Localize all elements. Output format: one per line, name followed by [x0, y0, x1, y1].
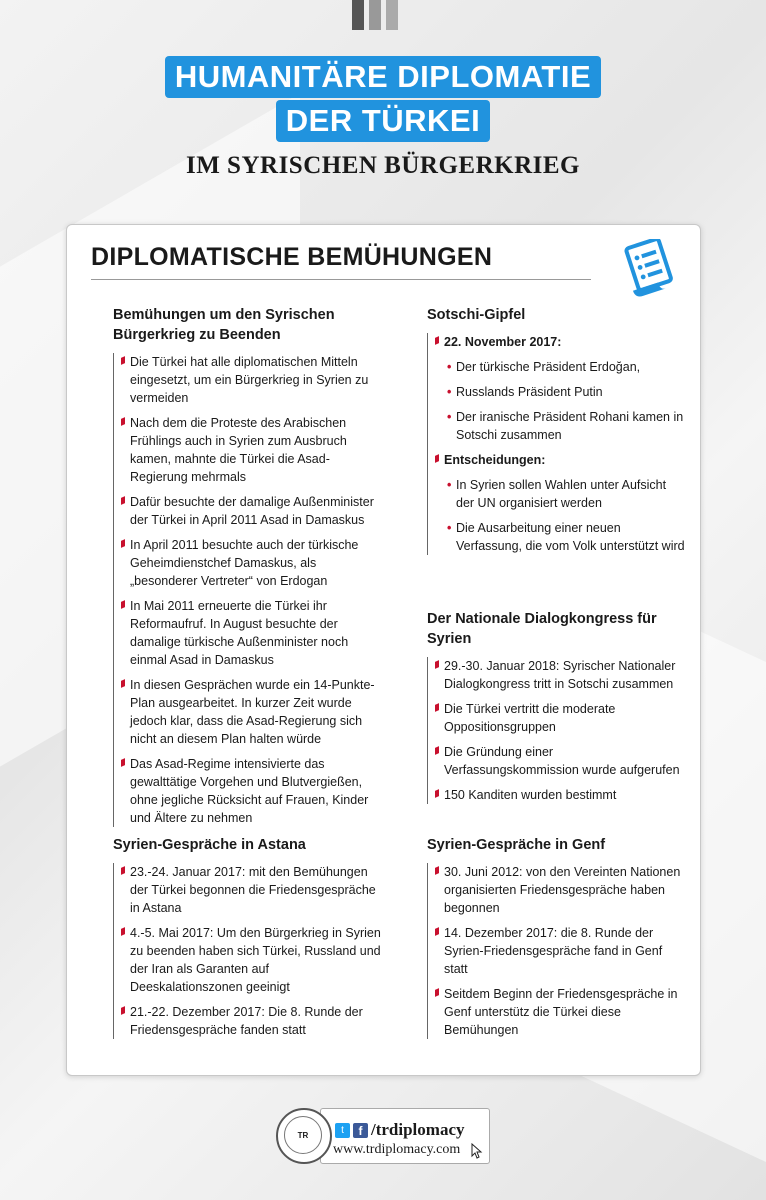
decisions-label: Entscheidungen:	[436, 451, 687, 469]
list-subitem: • Russlands Präsident Putin	[436, 383, 687, 401]
section-title: Sotschi-Gipfel	[427, 307, 526, 323]
header	[0, 56, 766, 180]
list-item: 4.-5. Mai 2017: Um den Bürgerkrieg in Syrien zu beenden haben sich Türkei, Russland und der Iran als Garanten auf Deeskalationszonen geeinigt	[122, 924, 383, 996]
section-list	[113, 353, 383, 827]
list-item: 23.-24. Januar 2017: mit den Bemühungen der Türkei begonnen die Friedensgespräche in Astana	[122, 863, 383, 917]
social-box	[320, 1108, 490, 1164]
section-dialogkongress	[427, 609, 687, 811]
twitter-icon[interactable]: t	[335, 1123, 350, 1138]
section-list	[427, 657, 687, 804]
page-title-line-2: DER TÜRKEI	[276, 100, 490, 142]
list-item: Die Türkei hat alle diplomatischen Mitteln eingesetzt, um ein Bürgerkrieg in Syrien zu vermeiden	[122, 353, 383, 407]
list-item: 29.-30. Januar 2018: Syrischer Nationaler Dialogkongress tritt in Sotschi zusammen	[436, 657, 687, 693]
content-card	[66, 224, 701, 1076]
title-divider	[91, 279, 591, 280]
list-item: 21.-22. Dezember 2017: Die 8. Runde der Friedensgespräche fanden statt	[122, 1003, 383, 1039]
ministry-seal-icon	[276, 1108, 332, 1164]
list-item: 30. Juni 2012: von den Vereinten Nationen organisierten Friedensgespräche haben begonnen	[436, 863, 687, 917]
page-subtitle: IM SYRISCHEN BÜRGERKRIEG	[185, 152, 580, 179]
seal-text: TR	[284, 1116, 322, 1154]
section-genf	[427, 835, 687, 1046]
list-subitem: • Der türkische Präsident Erdoğan,	[436, 358, 687, 376]
list-item: 150 Kanditen wurden bestimmt	[436, 786, 687, 804]
list-item: Nach dem die Proteste des Arabischen Frühlings auch in Syrien zum Ausbruch kamen, mahnte die Türkei die Asad-Regierung mehrmals	[122, 414, 383, 486]
list-subitem: • In Syrien sollen Wahlen unter Aufsicht der UN organisiert werden	[436, 476, 687, 512]
website-link[interactable]: www.trdiplomacy.com	[333, 1142, 461, 1157]
list-item: In Mai 2011 erneuerte die Türkei ihr Reformaufruf. In August besuchte der damalige türkische Außenminister noch einmal Asad in Damaskus	[122, 597, 383, 669]
cursor-icon	[471, 1143, 483, 1159]
list-item: In April 2011 besuchte auch der türkische Geheimdienstchef Damaskus, als „besonderer Vertreter“ von Erdogan	[122, 536, 383, 590]
list-subitem: • Die Ausarbeitung einer neuen Verfassung, die vom Volk unterstützt wird	[436, 519, 687, 555]
section-beenden	[113, 305, 383, 834]
section-list	[427, 863, 687, 1039]
facebook-icon[interactable]: f	[353, 1123, 368, 1138]
card-title: DIPLOMATISCHE BEMÜHUNGEN	[91, 243, 493, 271]
section-title: Der Nationale Dialogkongress für Syrien	[427, 611, 657, 647]
section-title: Syrien-Gespräche in Astana	[113, 837, 306, 853]
section-title: Bemühungen um den Syrischen Bürgerkrieg zu Beenden	[113, 307, 335, 343]
section-list	[113, 863, 383, 1039]
footer	[276, 1108, 490, 1166]
document-list-icon	[619, 239, 677, 299]
date-label: 22. November 2017:	[436, 333, 687, 351]
list-subitem: • Der iranische Präsident Rohani kamen in Sotschi zusammen	[436, 408, 687, 444]
section-sotschi	[427, 305, 687, 562]
list-item: Das Asad-Regime intensivierte das gewalttätige Vorgehen und Blutvergießen, ohne jegliche Rücksicht auf Frauen, Kinder und Ältere zu nehmen	[122, 755, 383, 827]
social-handle[interactable]: /trdiplomacy	[371, 1120, 465, 1139]
list-item: In diesen Gesprächen wurde ein 14-Punkte-Plan ausgearbeitet. In kurzer Zeit wurde jedoch klar, dass die Asad-Regierung sich nicht an diesem Plan halten würde	[122, 676, 383, 748]
page-title-line-1: HUMANITÄRE DIPLOMATIE	[165, 56, 601, 98]
decorative-bars	[352, 0, 398, 30]
list-item: Dafür besuchte der damalige Außenminister der Türkei in April 2011 Asad in Damaskus	[122, 493, 383, 529]
list-item: 14. Dezember 2017: die 8. Runde der Syrien-Friedensgespräche fand in Genf statt	[436, 924, 687, 978]
section-astana	[113, 835, 383, 1046]
list-item: Seitdem Beginn der Friedensgespräche in Genf unterstütz die Türkei diese Bemühungen	[436, 985, 687, 1039]
list-item: Die Gründung einer Verfassungskommission wurde aufgerufen	[436, 743, 687, 779]
section-list	[427, 333, 687, 555]
list-item: Die Türkei vertritt die moderate Oppositionsgruppen	[436, 700, 687, 736]
section-title: Syrien-Gespräche in Genf	[427, 837, 606, 853]
